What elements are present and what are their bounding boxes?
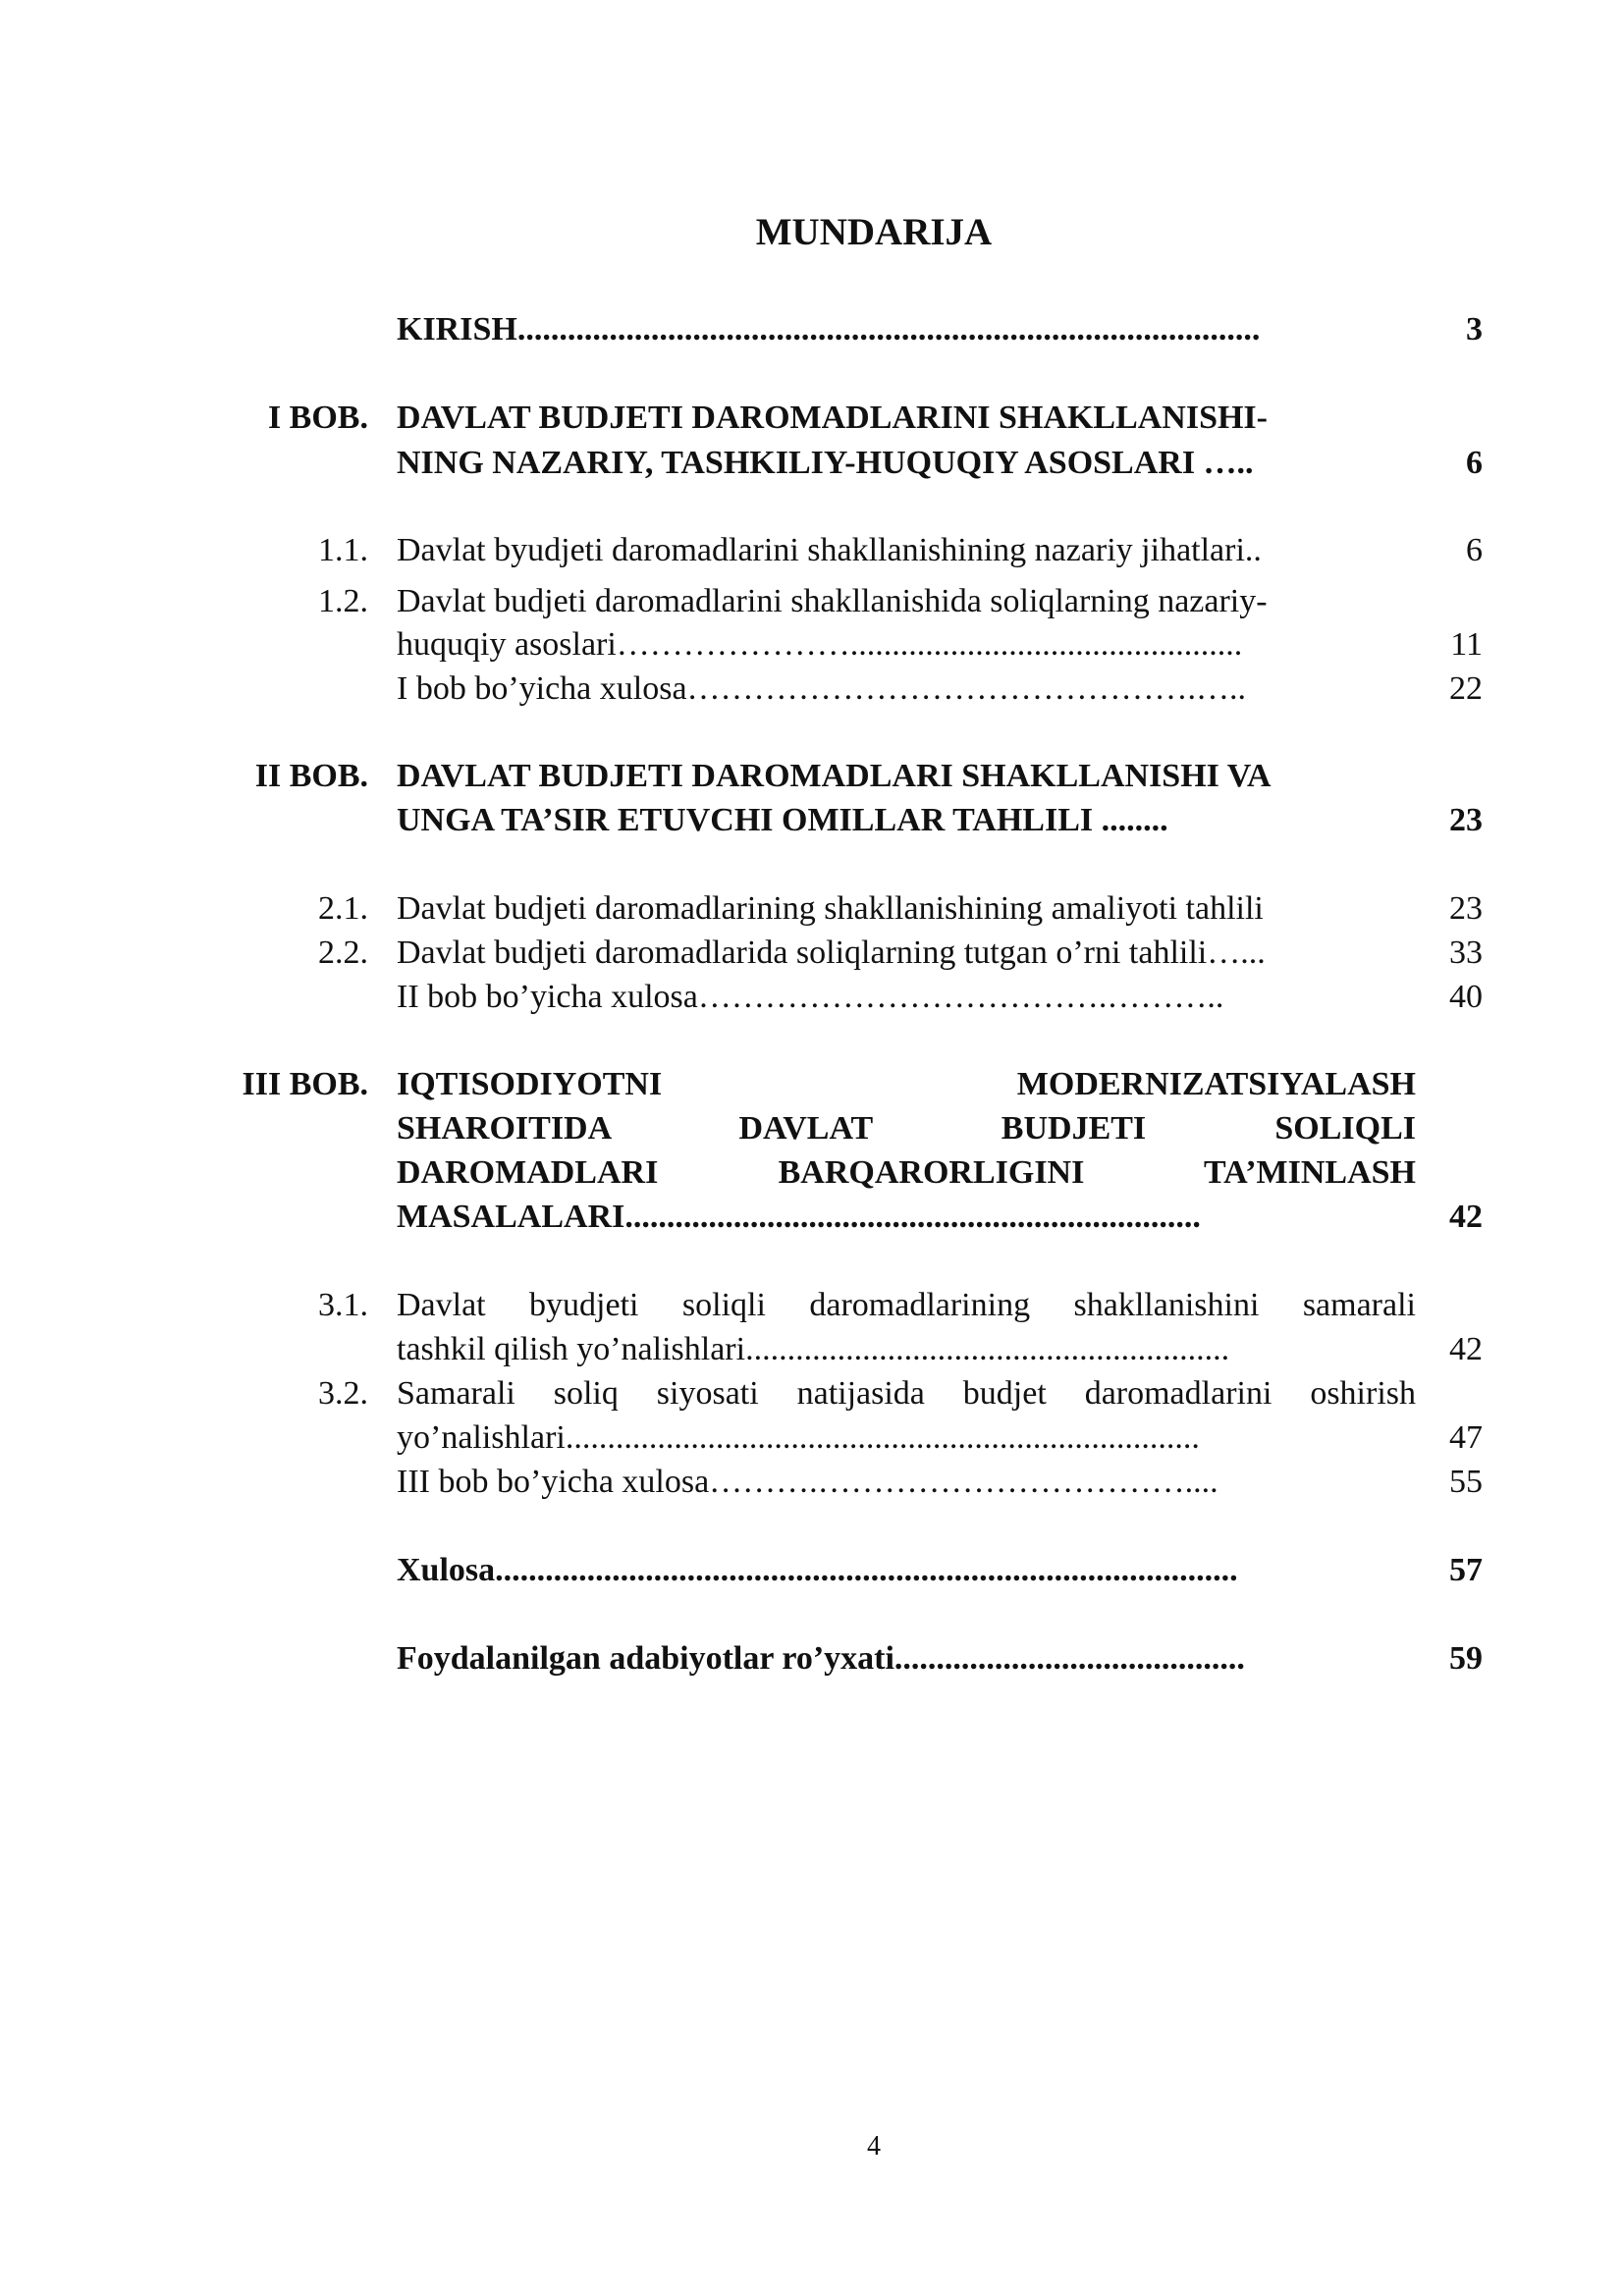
toc-page-number: 42 — [1449, 1199, 1483, 1235]
toc-page-number: 42 — [1449, 1331, 1483, 1367]
toc-section-number: 1.1. — [318, 532, 368, 568]
toc-page-number: 6 — [1466, 445, 1483, 481]
toc-page-number: 3 — [1466, 311, 1483, 347]
toc-page-number: 33 — [1449, 934, 1483, 971]
toc-section-3-2-line2[interactable] — [0, 1415, 1624, 1461]
toc-page-number: 47 — [1449, 1419, 1483, 1456]
toc-entry-text: Davlat budjeti daromadlarida soliqlarning tutgan o’rni tahlili…... — [397, 934, 1266, 971]
toc-page-number: 11 — [1450, 626, 1483, 663]
toc-chapter-number: III BOB. — [242, 1066, 368, 1102]
toc-chapter-3-summary[interactable] — [0, 1460, 1624, 1505]
toc-entry-text: MASALALARI..................................................................... — [397, 1199, 1201, 1235]
toc-entry-text: DAVLAT BUDJETI DAROMADLARI SHAKLLANISHI VA — [397, 758, 1272, 794]
toc-chapter-3-line3[interactable] — [0, 1150, 1624, 1196]
toc-section-2-1[interactable] — [0, 886, 1624, 932]
toc-entry-text: Foydalanilgan adabiyotlar ro’yxati.......................................... — [397, 1640, 1245, 1677]
toc-entry-conclusion[interactable] — [0, 1548, 1624, 1593]
toc-chapter-2-summary[interactable] — [0, 975, 1624, 1020]
toc-section-number: 1.2. — [318, 583, 368, 619]
toc-entry-text: NING NAZARIY, TASHKILIY-HUQUQIY ASOSLARI ….. — [397, 445, 1254, 481]
toc-section-1-1[interactable] — [0, 528, 1624, 573]
toc-chapter-3-line1[interactable] — [0, 1062, 1624, 1107]
toc-entry-text: tashkil qilish yo’nalishlari.......................................................... — [397, 1331, 1230, 1367]
toc-chapter-number: I BOB. — [267, 400, 368, 436]
toc-entry-text: SHAROITIDA DAVLAT BUDJETI SOLIQLI — [397, 1110, 1416, 1147]
toc-page-number: 23 — [1449, 890, 1483, 927]
toc-section-1-2-line1[interactable] — [0, 579, 1624, 624]
toc-entry-text: DAROMADLARI BARQARORLIGINI TA’MINLASH — [397, 1154, 1416, 1191]
toc-entry-text: Davlat byudjeti soliqli daromadlarining shakllanishini samarali — [397, 1287, 1416, 1323]
toc-entry-references[interactable] — [0, 1636, 1624, 1682]
toc-section-number: 3.1. — [318, 1287, 368, 1323]
page-title: MUNDARIJA — [755, 211, 993, 253]
toc-entry-text: UNGA TA’SIR ETUVCHI OMILLAR TAHLILI ........ — [397, 802, 1168, 838]
toc-entry-text: huquqiy asoslari…………………............................................... — [397, 626, 1243, 663]
toc-page-number: 23 — [1449, 802, 1483, 838]
toc-page-number: 22 — [1449, 670, 1483, 707]
toc-page-number: 6 — [1466, 532, 1483, 568]
page-number: 4 — [867, 2131, 881, 2162]
toc-section-3-1-line1[interactable] — [0, 1283, 1624, 1328]
toc-section-3-1-line2[interactable] — [0, 1327, 1624, 1372]
toc-entry-text: Samarali soliq siyosati natijasida budjet daromadlarini oshirish — [397, 1375, 1416, 1412]
toc-chapter-1-line1[interactable] — [0, 396, 1624, 441]
toc-page-number: 55 — [1449, 1464, 1483, 1500]
toc-chapter-1-summary[interactable] — [0, 667, 1624, 712]
toc-page-number: 57 — [1449, 1552, 1483, 1588]
toc-entry-text: III bob bo’yicha xulosa……….…………………………….... — [397, 1464, 1218, 1500]
toc-section-2-2[interactable] — [0, 931, 1624, 976]
toc-chapter-3-line2[interactable] — [0, 1106, 1624, 1151]
toc-section-number: 2.1. — [318, 890, 368, 927]
toc-page-number: 59 — [1449, 1640, 1483, 1677]
toc-entry-text: Davlat budjeti daromadlarini shakllanishida soliqlarning nazariy- — [397, 583, 1268, 619]
toc-entry-intro[interactable] — [0, 307, 1624, 352]
toc-entry-text: Xulosa......................................................................................... — [397, 1552, 1238, 1588]
toc-section-3-2-line1[interactable] — [0, 1371, 1624, 1416]
toc-entry-text: KIRISH......................................................................................... — [397, 311, 1261, 347]
toc-entry-text: Davlat budjeti daromadlarining shakllanishining amaliyoti tahlili — [397, 890, 1264, 927]
toc-chapter-number: II BOB. — [254, 758, 368, 794]
toc-entry-text: DAVLAT BUDJETI DAROMADLARINI SHAKLLANISHI- — [397, 400, 1268, 436]
toc-section-number: 2.2. — [318, 934, 368, 971]
toc-entry-text: I bob bo’yicha xulosa……………………………………….….. — [397, 670, 1247, 707]
toc-entry-text: yo’nalishlari............................................................................ — [397, 1419, 1200, 1456]
toc-entry-text: Davlat byudjeti daromadlarini shakllanishining nazariy jihatlari.. — [397, 532, 1262, 568]
toc-section-number: 3.2. — [318, 1375, 368, 1412]
toc-chapter-1-line2[interactable] — [0, 441, 1624, 486]
toc-section-1-2-line2[interactable] — [0, 622, 1624, 667]
toc-entry-text: IQTISODIYOTNI MODERNIZATSIYALASH — [397, 1066, 1416, 1102]
toc-chapter-3-line4[interactable] — [0, 1195, 1624, 1240]
toc-chapter-2-line1[interactable] — [0, 754, 1624, 799]
toc-entry-text: II bob bo’yicha xulosa……………………………….……….. — [397, 979, 1224, 1015]
toc-page-number: 40 — [1449, 979, 1483, 1015]
toc-chapter-2-line2[interactable] — [0, 798, 1624, 843]
